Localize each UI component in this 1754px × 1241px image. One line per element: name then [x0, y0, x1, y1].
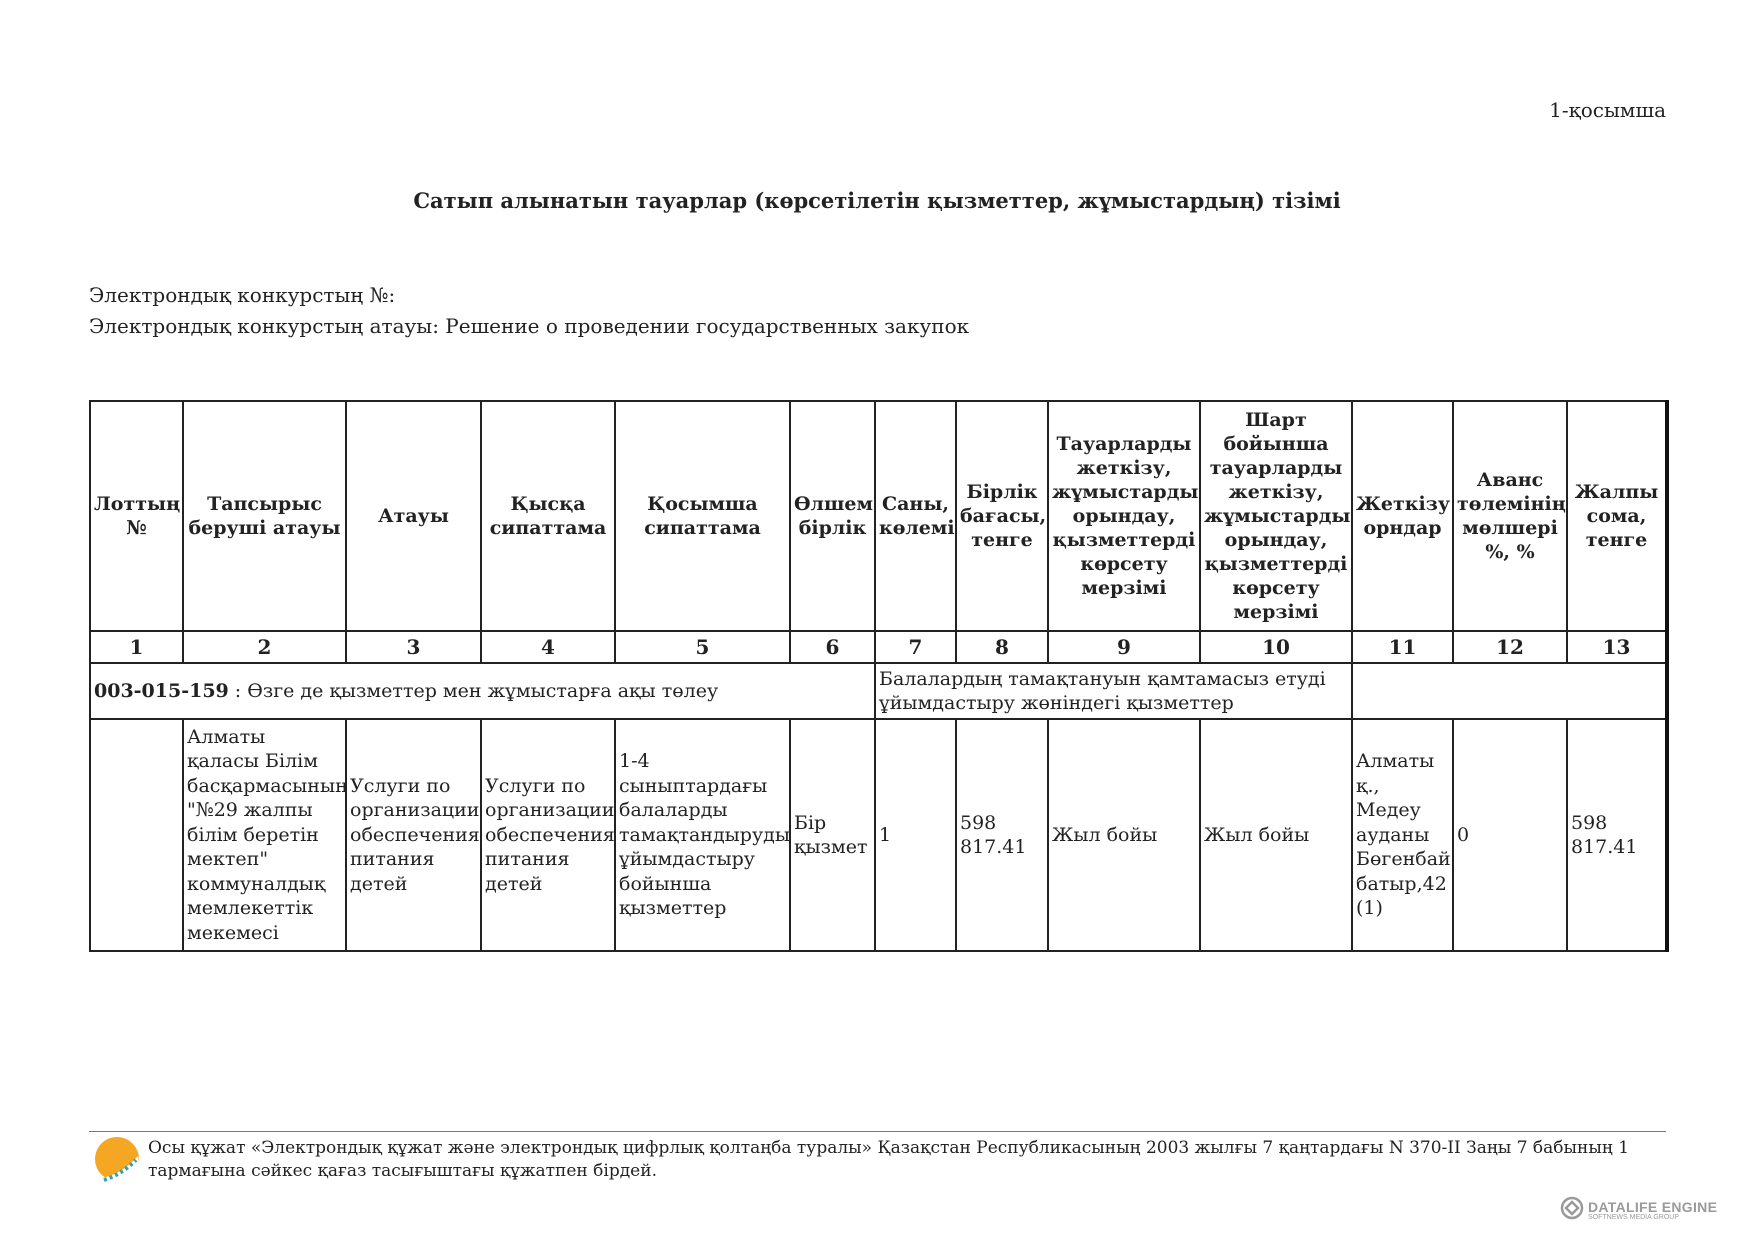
cell-unit: Бір қызмет	[790, 719, 875, 951]
table-row	[90, 719, 1667, 951]
cell-short-desc: Услуги по организации обеспечения питания детей	[481, 719, 615, 951]
appendix-label: 1-қосымша	[1549, 98, 1666, 122]
header-contract-term: Шарт бойынша тауарларды жеткізу, жұмыстарды орындау, қызметтерді көрсету мерзімі	[1200, 401, 1352, 631]
header-lot-no: Лоттың №	[90, 401, 183, 631]
column-number: 11	[1352, 631, 1453, 663]
cell-quantity: 1	[875, 719, 956, 951]
watermark-subtitle: SOFTNEWS MEDIA GROUP	[1588, 1213, 1680, 1221]
header-customer: Тапсырыс беруші атауы	[183, 401, 346, 631]
budget-extra	[1352, 663, 1667, 719]
cell-advance-percent: 0	[1453, 719, 1567, 951]
header-delivery-term: Тауарларды жеткізу, жұмыстарды орындау, қызметтерді көрсету мерзімі	[1048, 401, 1200, 631]
watermark-title: DATALIFE ENGINE	[1588, 1198, 1718, 1215]
column-number: 9	[1048, 631, 1200, 663]
header-short-desc: Қысқа сипаттама	[481, 401, 615, 631]
header-delivery-place: Жеткізу орндар	[1352, 401, 1453, 631]
contest-meta	[89, 280, 969, 342]
budget-group-row	[90, 663, 1667, 719]
header-advance-percent: Аванс төлемінің мөлшері %, %	[1453, 401, 1567, 631]
cell-contract-term: Жыл бойы	[1200, 719, 1352, 951]
header-row	[90, 401, 1667, 631]
contest-number-label: Электрондық конкурстың №:	[89, 283, 396, 307]
cell-delivery-place: Алматы қ., Медеу ауданы Бөгенбай батыр,42 (1)	[1352, 719, 1453, 951]
header-unit: Өлшем бірлік	[790, 401, 875, 631]
header-total: Жалпы сома, тенге	[1567, 401, 1667, 631]
column-number: 3	[346, 631, 481, 663]
cell-unit-price: 598 817.41	[956, 719, 1048, 951]
cell-total: 598 817.41	[1567, 719, 1667, 951]
header-unit-price: Бірлік бағасы, тенге	[956, 401, 1048, 631]
contest-name-line: Электрондық конкурстың атауы: Решение о проведении государственных закупок	[89, 314, 970, 338]
column-number: 12	[1453, 631, 1567, 663]
column-number: 8	[956, 631, 1048, 663]
procurement-table	[89, 400, 1669, 952]
datalife-logo-icon	[1560, 1196, 1584, 1225]
column-number: 2	[183, 631, 346, 663]
header-quantity: Саны, көлемі	[875, 401, 956, 631]
column-number: 5	[615, 631, 790, 663]
budget-description: Балалардың тамақтануын қамтамасыз етуді ұйымдастыру жөніндегі қызметтер	[875, 663, 1352, 719]
watermark	[1560, 1196, 1717, 1225]
cell-delivery-term: Жыл бойы	[1048, 719, 1200, 951]
column-number: 7	[875, 631, 956, 663]
budget-name: Өзге де қызметтер мен жұмыстарға ақы төлеу	[247, 680, 719, 702]
cell-lot-no	[90, 719, 183, 951]
column-number-row	[90, 631, 1667, 663]
footer-notice: Осы құжат «Электрондық құжат және электрондық цифрлық қолтаңба туралы» Қазақстан Республикасының 2003 жылғы 7 қаңтардағы N 370-II Заңы 7 бабының 1 тармағына сәйкес қағаз тасығыштағы құжатпен бірдей.	[148, 1138, 1630, 1181]
cell-name: Услуги по организации обеспечения питания детей	[346, 719, 481, 951]
document-title: Сатып алынатын тауарлар (көрсетілетін қызметтер, жұмыстардың) тізімі	[413, 188, 1341, 213]
header-name: Атауы	[346, 401, 481, 631]
cell-extra-desc: 1-4 сыныптардағы балаларды тамақтандыруды ұйымдастыру бойынша қызметтер	[615, 719, 790, 951]
budget-separator: :	[228, 680, 248, 702]
budget-code: 003-015-159	[94, 680, 229, 702]
column-number: 10	[1200, 631, 1352, 663]
cell-customer: Алматы қаласы Білім басқармасының "№29 жалпы білім беретін мектеп" коммуналдық мемлекеттік мекемесі	[183, 719, 346, 951]
header-extra-desc: Қосымша сипаттама	[615, 401, 790, 631]
column-number: 1	[90, 631, 183, 663]
sun-logo-icon	[92, 1134, 142, 1184]
column-number: 4	[481, 631, 615, 663]
column-number: 13	[1567, 631, 1667, 663]
column-number: 6	[790, 631, 875, 663]
footer-divider	[89, 1131, 1666, 1132]
budget-group-cell	[90, 663, 875, 719]
